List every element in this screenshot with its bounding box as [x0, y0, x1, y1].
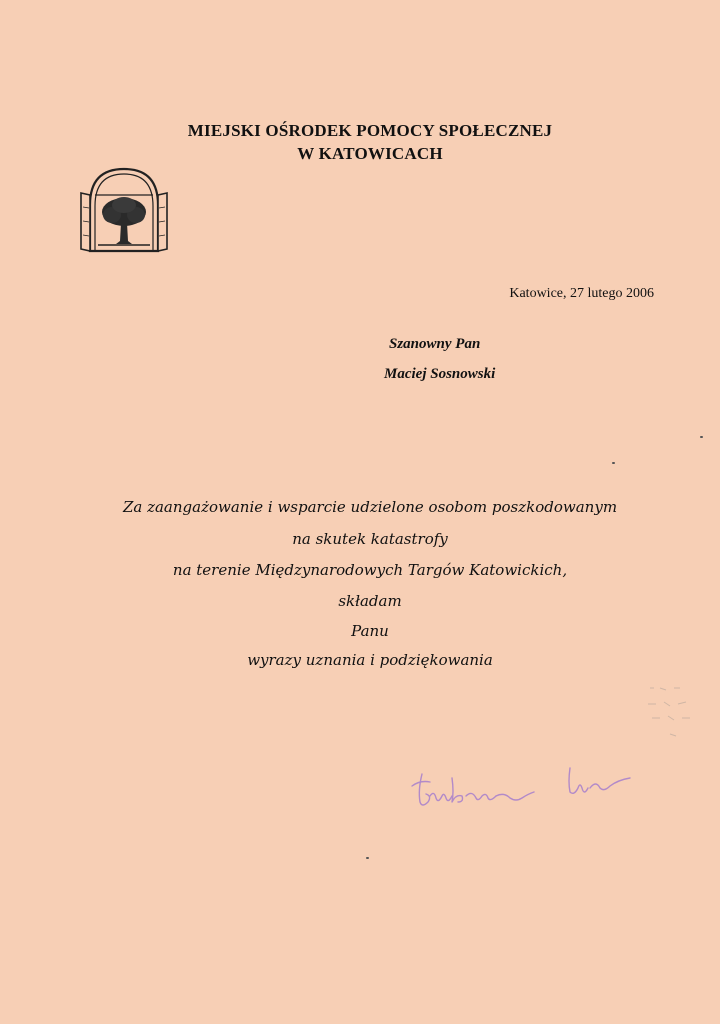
faint-stamp-icon: [640, 678, 700, 748]
paper-speck: [366, 857, 369, 859]
organization-name-line1: MIEJSKI OŚRODEK POMOCY SPOŁECZNEJ: [187, 121, 553, 140]
window-tree-logo-icon: [78, 165, 170, 255]
addressee-name: Maciej Sosnowski: [384, 366, 496, 382]
organization-name-line2: W KATOWICACH: [297, 144, 443, 163]
body-line: wyrazy uznania i podziękowania: [247, 651, 493, 669]
body-line: na terenie Międzynarodowych Targów Katowickich,: [172, 561, 568, 579]
body-line: na skutek katastrofy: [292, 530, 448, 548]
addressee-salutation: Szanowny Pan: [389, 336, 481, 352]
handwritten-signature-icon: [400, 752, 660, 822]
body-line: składam: [338, 592, 402, 610]
paper-speck: [700, 436, 703, 438]
letter-date: Katowice, 27 lutego 2006: [509, 286, 654, 301]
body-line: Za zaangażowanie i wsparcie udzielone osobom poszkodowanym: [122, 498, 618, 516]
body-line: Panu: [351, 622, 389, 640]
paper-speck: [612, 462, 615, 464]
